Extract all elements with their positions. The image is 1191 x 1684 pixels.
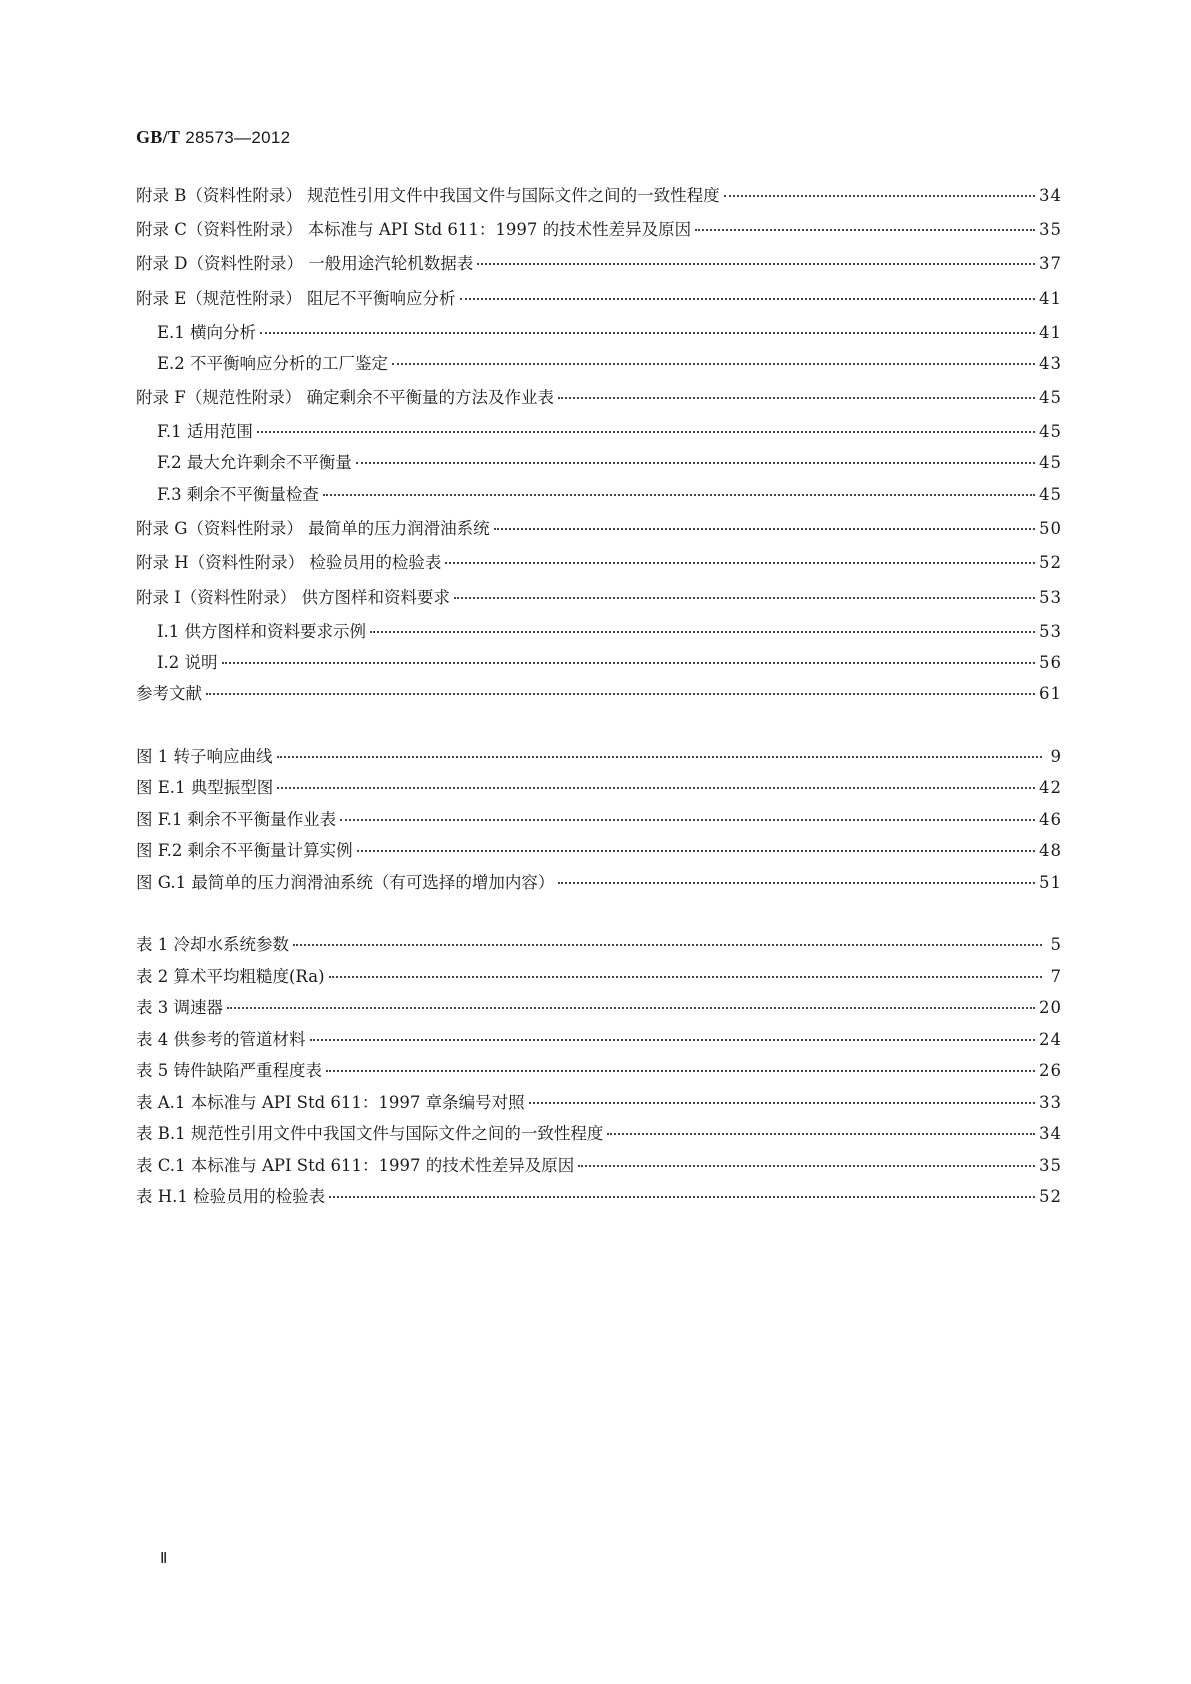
table-entry-label: 表 H.1 检验员用的检验表 <box>136 1187 326 1206</box>
leader-dots <box>392 363 1035 365</box>
table-entry-label: 表 4 供参考的管道材料 <box>136 1030 306 1049</box>
table-entry[interactable] <box>136 934 1062 956</box>
toc-subentry[interactable] <box>157 452 1062 474</box>
leader-dots <box>357 850 1035 852</box>
toc-entry-page: 45 <box>1039 485 1062 504</box>
standard-header <box>136 127 290 148</box>
toc-entry[interactable] <box>136 518 1062 540</box>
table-entry-label: 表 C.1 本标准与 API Std 611：1997 的技术性差异及原因 <box>136 1156 575 1175</box>
figure-entry[interactable] <box>136 872 1062 894</box>
leader-dots <box>277 787 1035 789</box>
toc-entry-label: 附录 D（资料性附录） 一般用途汽轮机数据表 <box>136 254 474 273</box>
table-entry[interactable] <box>136 1060 1062 1082</box>
figure-entry[interactable] <box>136 840 1062 862</box>
figure-entry-page: 51 <box>1039 873 1062 892</box>
toc-entry-label: 附录 B（资料性附录） 规范性引用文件中我国文件与国际文件之间的一致性程度 <box>136 186 720 205</box>
leader-dots <box>323 494 1035 496</box>
toc-entry-page: 41 <box>1039 289 1062 308</box>
figure-entry[interactable] <box>136 809 1062 831</box>
figure-entry-label: 图 G.1 最简单的压力润滑油系统（有可选择的增加内容） <box>136 873 555 892</box>
figure-entry-page: 42 <box>1039 778 1062 797</box>
table-entry[interactable] <box>136 1029 1062 1051</box>
toc-entry-page: 34 <box>1039 186 1062 205</box>
leader-dots <box>293 944 1042 946</box>
leader-dots <box>494 528 1035 530</box>
toc-entry[interactable] <box>136 288 1062 310</box>
table-entry-label: 表 3 调速器 <box>136 998 223 1017</box>
table-entry-page: 7 <box>1050 967 1062 986</box>
leader-dots <box>578 1165 1035 1167</box>
standard-prefix: GB/T <box>136 127 181 147</box>
page-number: Ⅱ <box>160 1551 168 1567</box>
toc-entry[interactable] <box>136 587 1062 609</box>
toc-entry-page: 41 <box>1039 323 1062 342</box>
leader-dots <box>227 1007 1035 1009</box>
toc-entry-page: 53 <box>1039 588 1062 607</box>
table-entry-label: 表 B.1 规范性引用文件中我国文件与国际文件之间的一致性程度 <box>136 1124 604 1143</box>
toc-entry-page: 52 <box>1039 553 1062 572</box>
table-entry[interactable] <box>136 997 1062 1019</box>
toc-subentry[interactable] <box>157 621 1062 643</box>
leader-dots <box>310 1039 1036 1041</box>
leader-dots <box>558 882 1035 884</box>
table-entry-label: 表 A.1 本标准与 API Std 611：1997 章条编号对照 <box>136 1093 525 1112</box>
toc-entry-label: 附录 G（资料性附录） 最简单的压力润滑油系统 <box>136 519 490 538</box>
toc-entry-label: I.1 供方图样和资料要求示例 <box>157 622 367 641</box>
table-entry-page: 34 <box>1039 1124 1062 1143</box>
leader-dots <box>370 631 1035 633</box>
leader-dots <box>260 332 1035 334</box>
figure-entry-label: 图 1 转子响应曲线 <box>136 747 273 766</box>
toc-entry-label: F.2 最大允许剩余不平衡量 <box>157 453 352 472</box>
table-entry-page: 20 <box>1039 998 1062 1017</box>
toc-entry[interactable] <box>136 219 1062 241</box>
toc-entry-page: 56 <box>1039 653 1062 672</box>
table-entry[interactable] <box>136 1155 1062 1177</box>
leader-dots <box>340 819 1035 821</box>
table-entry[interactable] <box>136 1123 1062 1145</box>
leader-dots <box>329 1196 1035 1198</box>
leader-dots <box>445 562 1035 564</box>
table-entry-label: 表 2 算术平均粗糙度(Ra) <box>136 967 325 986</box>
leader-dots <box>454 597 1035 599</box>
leader-dots <box>695 229 1035 231</box>
figure-entry-page: 9 <box>1050 747 1062 766</box>
toc-entry-label: 参考文献 <box>136 684 202 703</box>
leader-dots <box>558 397 1035 399</box>
standard-number: 28573—2012 <box>185 128 291 147</box>
figure-entry-label: 图 F.2 剩余不平衡量计算实例 <box>136 841 353 860</box>
leader-dots <box>477 263 1035 265</box>
leader-dots <box>607 1133 1035 1135</box>
toc-entry[interactable] <box>136 387 1062 409</box>
figure-entry-label: 图 F.1 剩余不平衡量作业表 <box>136 810 337 829</box>
toc-entry-label: 附录 H（资料性附录） 检验员用的检验表 <box>136 553 442 572</box>
table-entry-page: 35 <box>1039 1156 1062 1175</box>
toc-entry[interactable] <box>136 253 1062 275</box>
leader-dots <box>257 431 1035 433</box>
leader-dots <box>206 693 1035 695</box>
figure-entry-page: 48 <box>1039 841 1062 860</box>
toc-entry-page: 53 <box>1039 622 1062 641</box>
leader-dots <box>724 195 1035 197</box>
toc-entry[interactable] <box>136 683 1062 705</box>
toc-entry-page: 45 <box>1039 453 1062 472</box>
toc-entry-label: F.3 剩余不平衡量检查 <box>157 485 319 504</box>
toc-subentry[interactable] <box>157 652 1062 674</box>
toc-entry-label: 附录 F（规范性附录） 确定剩余不平衡量的方法及作业表 <box>136 388 554 407</box>
table-entry-page: 24 <box>1039 1030 1062 1049</box>
toc-subentry[interactable] <box>157 421 1062 443</box>
table-entry-page: 52 <box>1039 1187 1062 1206</box>
toc-entry-label: 附录 C（资料性附录） 本标准与 API Std 611：1997 的技术性差异及原因 <box>136 220 692 239</box>
figure-entry-label: 图 E.1 典型振型图 <box>136 778 274 797</box>
toc-entry-page: 50 <box>1039 519 1062 538</box>
table-entry-page: 26 <box>1039 1061 1062 1080</box>
toc-entry-label: I.2 说明 <box>157 653 218 672</box>
toc-subentry[interactable] <box>157 353 1062 375</box>
toc-subentry[interactable] <box>157 322 1062 344</box>
toc-entry-page: 35 <box>1039 220 1062 239</box>
toc-subentry[interactable] <box>157 484 1062 506</box>
toc-entry-page: 61 <box>1039 684 1062 703</box>
table-entry[interactable] <box>136 1092 1062 1114</box>
leader-dots <box>529 1102 1035 1104</box>
figure-entry[interactable] <box>136 746 1062 768</box>
leader-dots <box>222 662 1035 664</box>
toc-entry-label: E.2 不平衡响应分析的工厂鉴定 <box>157 354 389 373</box>
toc-entry-label: 附录 E（规范性附录） 阻尼不平衡响应分析 <box>136 289 456 308</box>
leader-dots <box>329 976 1042 978</box>
table-entry[interactable] <box>136 966 1062 988</box>
toc-entry-label: 附录 I（资料性附录） 供方图样和资料要求 <box>136 588 451 607</box>
table-entry-page: 33 <box>1039 1093 1062 1112</box>
table-entry-label: 表 5 铸件缺陷严重程度表 <box>136 1061 322 1080</box>
leader-dots <box>356 462 1035 464</box>
leader-dots <box>326 1070 1035 1072</box>
toc-entry-page: 37 <box>1039 254 1062 273</box>
toc-entry-page: 45 <box>1039 422 1062 441</box>
toc-entry-page: 43 <box>1039 354 1062 373</box>
toc-entry[interactable] <box>136 185 1062 207</box>
toc-entry[interactable] <box>136 552 1062 574</box>
figure-entry[interactable] <box>136 777 1062 799</box>
table-entry-page: 5 <box>1050 935 1062 954</box>
leader-dots <box>460 298 1035 300</box>
toc-entry-page: 45 <box>1039 388 1062 407</box>
toc-entry-label: E.1 横向分析 <box>157 323 257 342</box>
leader-dots <box>277 756 1043 758</box>
figure-entry-page: 46 <box>1039 810 1062 829</box>
table-entry-label: 表 1 冷却水系统参数 <box>136 935 289 954</box>
toc-entry-label: F.1 适用范围 <box>157 422 253 441</box>
table-entry[interactable] <box>136 1186 1062 1208</box>
